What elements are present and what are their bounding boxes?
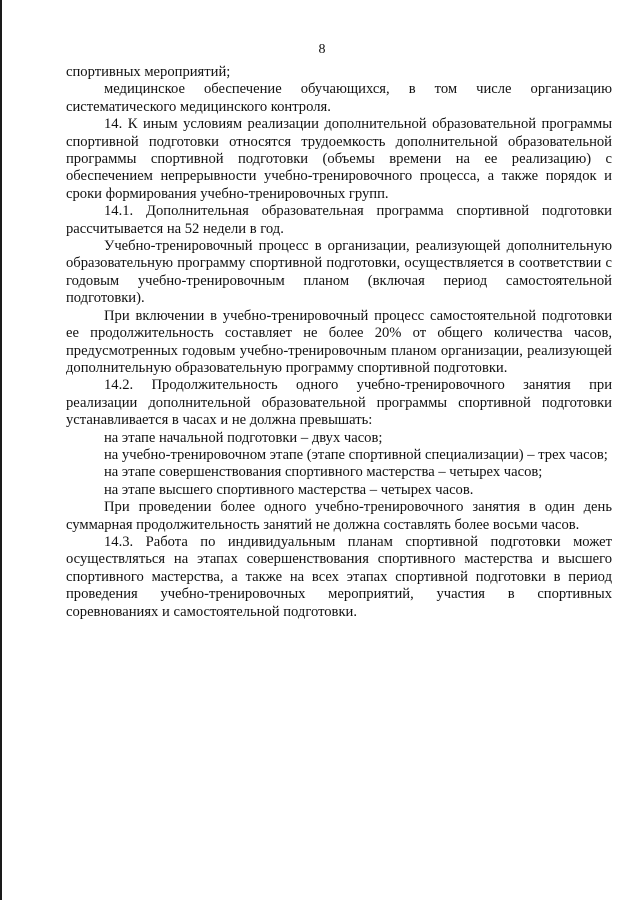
paragraph-section-14-3: 14.3. Работа по индивидуальным планам спортивной подготовки может осуществляться на этапах совершенствования спортивного мастерства и высшего спортивного мастерства, а также на всех этапах спортивной подготовки в период проведения учебно-тренировочных мероприятий, участия в спортивных соревнованиях и самостоятельной подготовки. [66, 533, 612, 620]
paragraph-self-training: При включении в учебно-тренировочный процесс самостоятельной подготовки ее продолжительность составляет не более 20% от общего количества часов, предусмотренных годовым учебно-тренировочным планом организации, реализующей дополнительную образовательную программу спортивной подготовки. [66, 307, 612, 376]
paragraph-section-14: 14. К иным условиям реализации дополнительной образовательной программы спортивной подготовки относятся трудоемкость дополнительной образовательной программы спортивной подготовки (объемы времени на ее реализацию) с обеспечением непрерывности учебно-тренировочного процесса, а также порядок и сроки формирования учебно-тренировочных групп. [66, 116, 612, 202]
paragraph-section-14-2: 14.2. Продолжительность одного учебно-тренировочного занятия при реализации дополнительной образовательной программы спортивной подготовки устанавливается в часах и не должна превышать: [66, 377, 612, 429]
paragraph-section-14-1: 14.1. Дополнительная образовательная программа спортивной подготовки рассчитывается на 52 недели в год. [66, 203, 612, 237]
paragraph-continuation: спортивных мероприятий; [66, 64, 231, 80]
paragraph-medical-support: медицинское обеспечение обучающихся, в том числе организацию систематического медицинского контроля. [66, 81, 612, 115]
document-body [66, 64, 612, 621]
list-item-initial-stage: на этапе начальной подготовки – двух часов; [104, 429, 383, 446]
paragraph-daily-limit: При проведении более одного учебно-тренировочного занятия в один день суммарная продолжительность занятий не должна составлять более восьми часов. [66, 499, 612, 533]
page-number: 8 [318, 42, 326, 57]
list-item-training-stage: на учебно-тренировочном этапе (этапе спортивной специализации) – трех часов; [104, 446, 608, 463]
list-item-improvement-stage: на этапе совершенствования спортивного мастерства – четырех часов; [104, 464, 543, 481]
list-item-higher-mastery-stage: на этапе высшего спортивного мастерства – четырех часов. [104, 481, 474, 498]
paragraph-training-process: Учебно-тренировочный процесс в организации, реализующей дополнительную образовательную программу спортивной подготовки, осуществляется в соответствии с годовым учебно-тренировочным планом (включая период самостоятельной подготовки). [66, 238, 612, 307]
